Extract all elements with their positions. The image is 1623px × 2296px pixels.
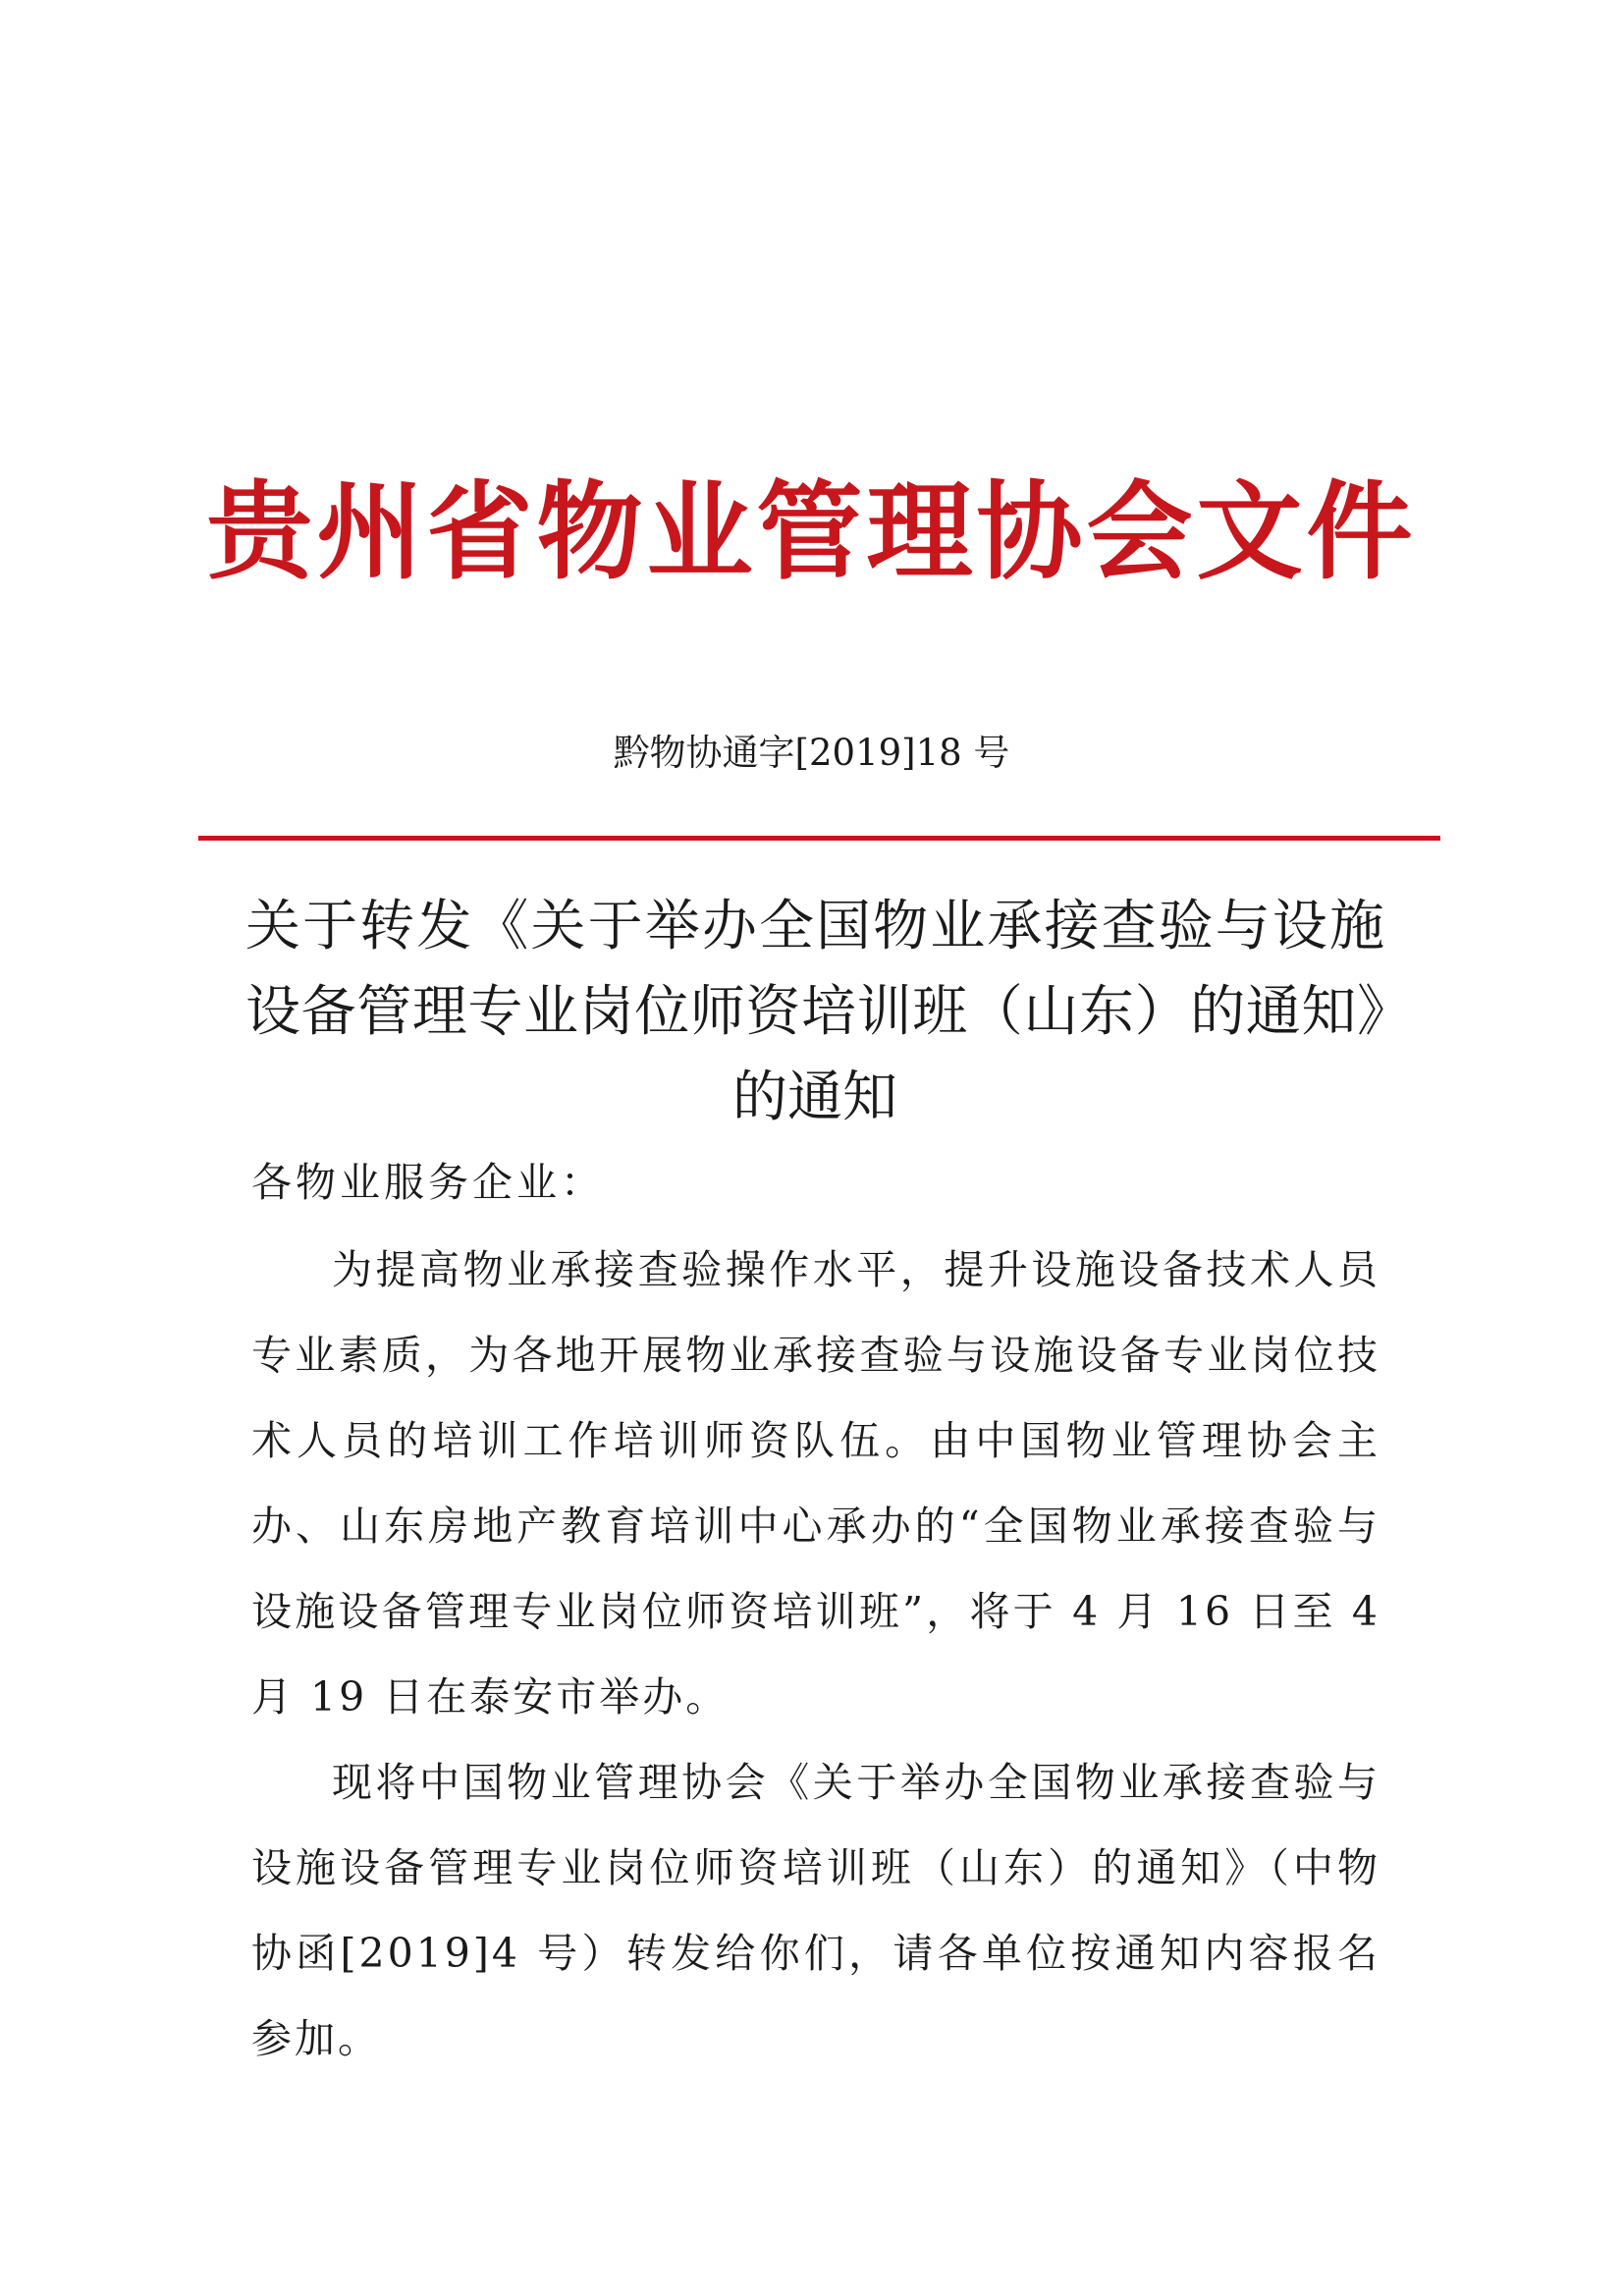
notice-title: 关于转发《关于举办全国物业承接查验与设施设备管理专业岗位师资培训班（山东）的通知》的通知: [245, 895, 1384, 1129]
red-divider-rule: [198, 836, 1440, 841]
salutation: 各物业服务企业：: [251, 1159, 605, 1206]
body-paragraph-1: 为提高物业承接查验操作水平，提升设施设备技术人员专业素质，为各地开展物业承接查验与设施设备专业岗位技术人员的培训工作培训师资队伍。由中国物业管理协会主办、山东房地产教育培训中心承办的“全国物业承接查验与设施设备管理专业岗位师资培训班”，将于 4 月 16 日至 4 月 19 日在泰安市举办。: [251, 1246, 1380, 1721]
body-paragraph-2: 现将中国物业管理协会《关于举办全国物业承接查验与设施设备管理专业岗位师资培训班（山东）的通知》（中物协函[2019]4 号）转发给你们，请各单位按通知内容报名参加。: [251, 1759, 1380, 2062]
document-number: 黔物协通字[2019]18 号: [613, 732, 1010, 774]
org-file-title: 贵州省物业管理协会文件: [206, 471, 1417, 594]
